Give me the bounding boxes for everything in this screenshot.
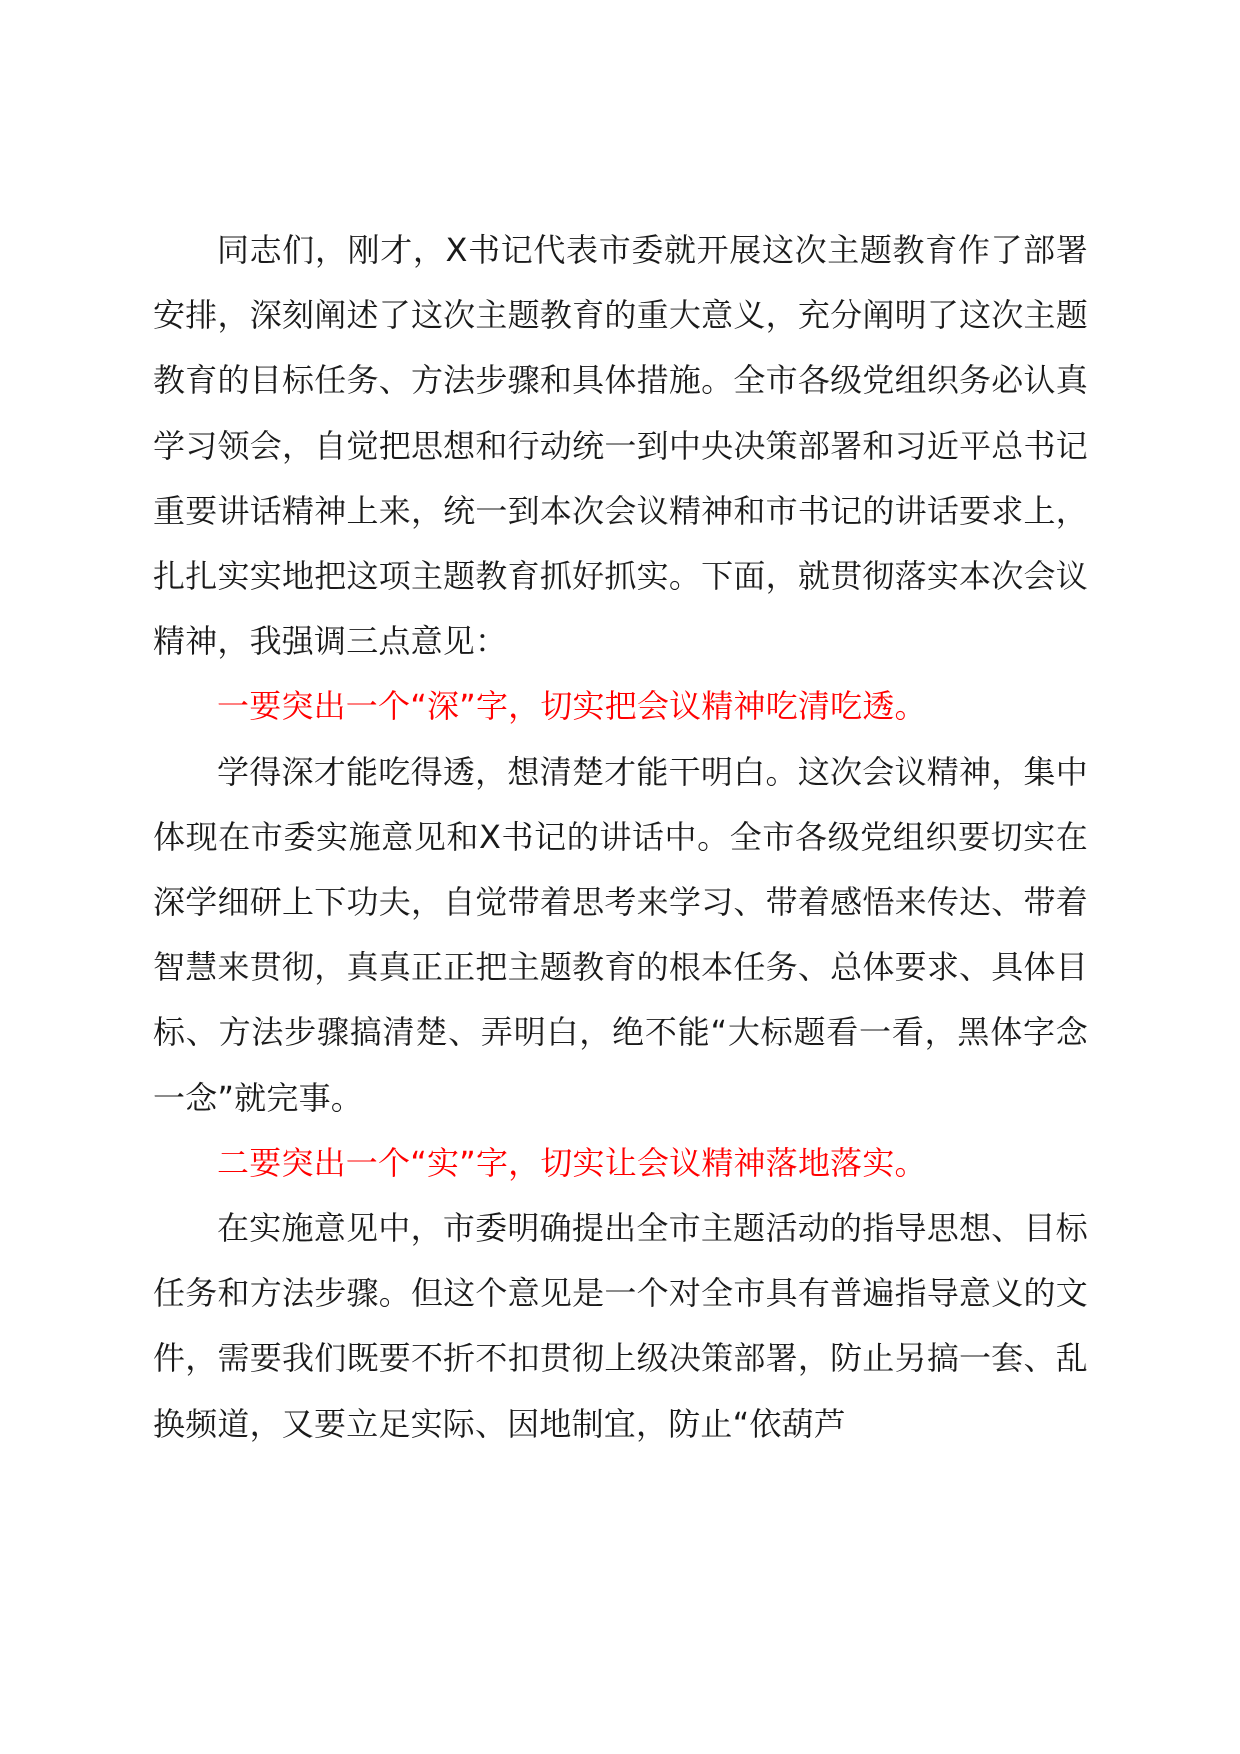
intro-paragraph: 同志们，刚才，X书记代表市委就开展这次主题教育作了部署安排，深刻阐述了这次主题教育的重大意义，充分阐明了这次主题教育的目标任务、方法步骤和具体措施。全市各级党组织务必认真学习领会，自觉把思想和行动统一到中央决策部署和习近平总书记重要讲话精神上来，统一到本次会议精神和市书记的讲话要求上，扎扎实实地把这项主题教育抓好抓实。下面，就贯彻落实本次会议精神，我强调三点意见： [153, 231, 1088, 661]
section-1-paragraph: 学得深才能吃得透，想清楚才能干明白。这次会议精神，集中体现在市委实施意见和X书记的讲话中。全市各级党组织要切实在深学细研上下功夫，自觉带着思考来学习、带着感悟来传达、带着智慧来贯彻，真真正正把主题教育的根本任务、总体要求、具体目标、方法步骤搞清楚、弄明白，绝不能“大标题看一看，黑体字念一念”就完事。 [153, 752, 1088, 1117]
section-2-paragraph: 在实施意见中，市委明确提出全市主题活动的指导思想、目标任务和方法步骤。但这个意见是一个对全市具有普遍指导意义的文件，需要我们既要不折不扣贯彻上级决策部署，防止另搞一套、乱换频道，又要立足实际、因地制宜，防止“依葫芦 [153, 1209, 1088, 1443]
section-heading-1: 一要突出一个“深”字，切实把会议精神吃清吃透。 [217, 687, 927, 726]
document-body [153, 218, 1088, 1457]
section-heading-2: 二要突出一个“实”字，切实让会议精神落地落实。 [217, 1143, 927, 1182]
